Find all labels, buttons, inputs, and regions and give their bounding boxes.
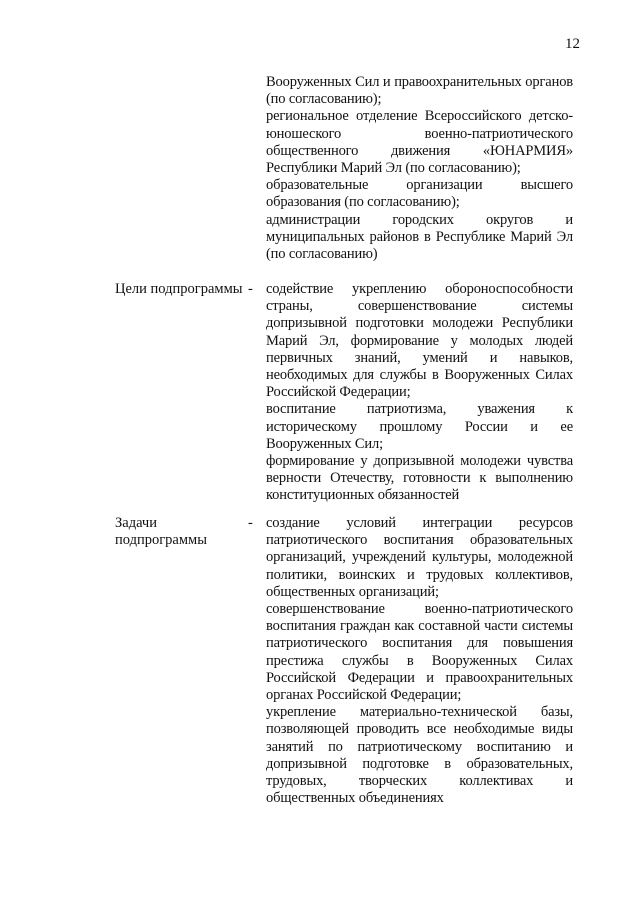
goals-list xyxy=(266,281,573,505)
goals-label: Цели подпрограммы xyxy=(115,281,243,297)
executor-item: образовательные организации высшего образования (по согласованию); xyxy=(266,177,573,211)
task-item: укрепление материально-технической базы, позволяющей проводить все необходимые виды занятий по патриотическому воспитанию и допризывной подготовке в образовательных, трудовых, творческих коллективах и общественных объединениях xyxy=(266,704,573,807)
tasks-dash: - xyxy=(248,515,253,531)
task-item: создание условий интеграции ресурсов патриотического воспитания образовательных организаций, учреждений культуры, молодежной политики, воинских и трудовых коллективов, общественных организаций; xyxy=(266,515,573,600)
tasks-label: Задачи подпрограммы xyxy=(115,515,207,549)
goal-item: содействие укреплению обороноспособности страны, совершенствование системы допризывной подготовки молодежи Республики Марий Эл, формирование у молодых людей первичных знаний, умений и навыков, необходимых для службы в Вооруженных Силах Российской Федерации; xyxy=(266,281,573,401)
page-number: 12 xyxy=(565,36,580,52)
task-item: совершенствование военно-патриотического воспитания граждан как составной части системы патриотического воспитания для повышения престижа службы в Вооруженных Силах Российской Федерации и правоохранительных органах Российской Федерации; xyxy=(266,601,573,704)
goal-item: воспитание патриотизма, уважения к историческому прошлому России и ее Вооруженных Сил; xyxy=(266,401,573,452)
executors-list xyxy=(266,74,573,263)
executor-item: Вооруженных Сил и правоохранительных органов (по согласованию); xyxy=(266,74,573,108)
goal-item: формирование у допризывной молодежи чувства верности Отечеству, готовности к выполнению конституционных обязанностей xyxy=(266,453,573,504)
executor-item: администрации городских округов и муниципальных районов в Республике Марий Эл (по согласованию) xyxy=(266,211,573,263)
tasks-list xyxy=(266,515,573,807)
goals-dash: - xyxy=(248,281,253,297)
executor-item: региональное отделение Всероссийского детско-юношеского военно-патриотического общественного движения «ЮНАРМИЯ» Республики Марий Эл (по согласованию); xyxy=(266,108,573,177)
